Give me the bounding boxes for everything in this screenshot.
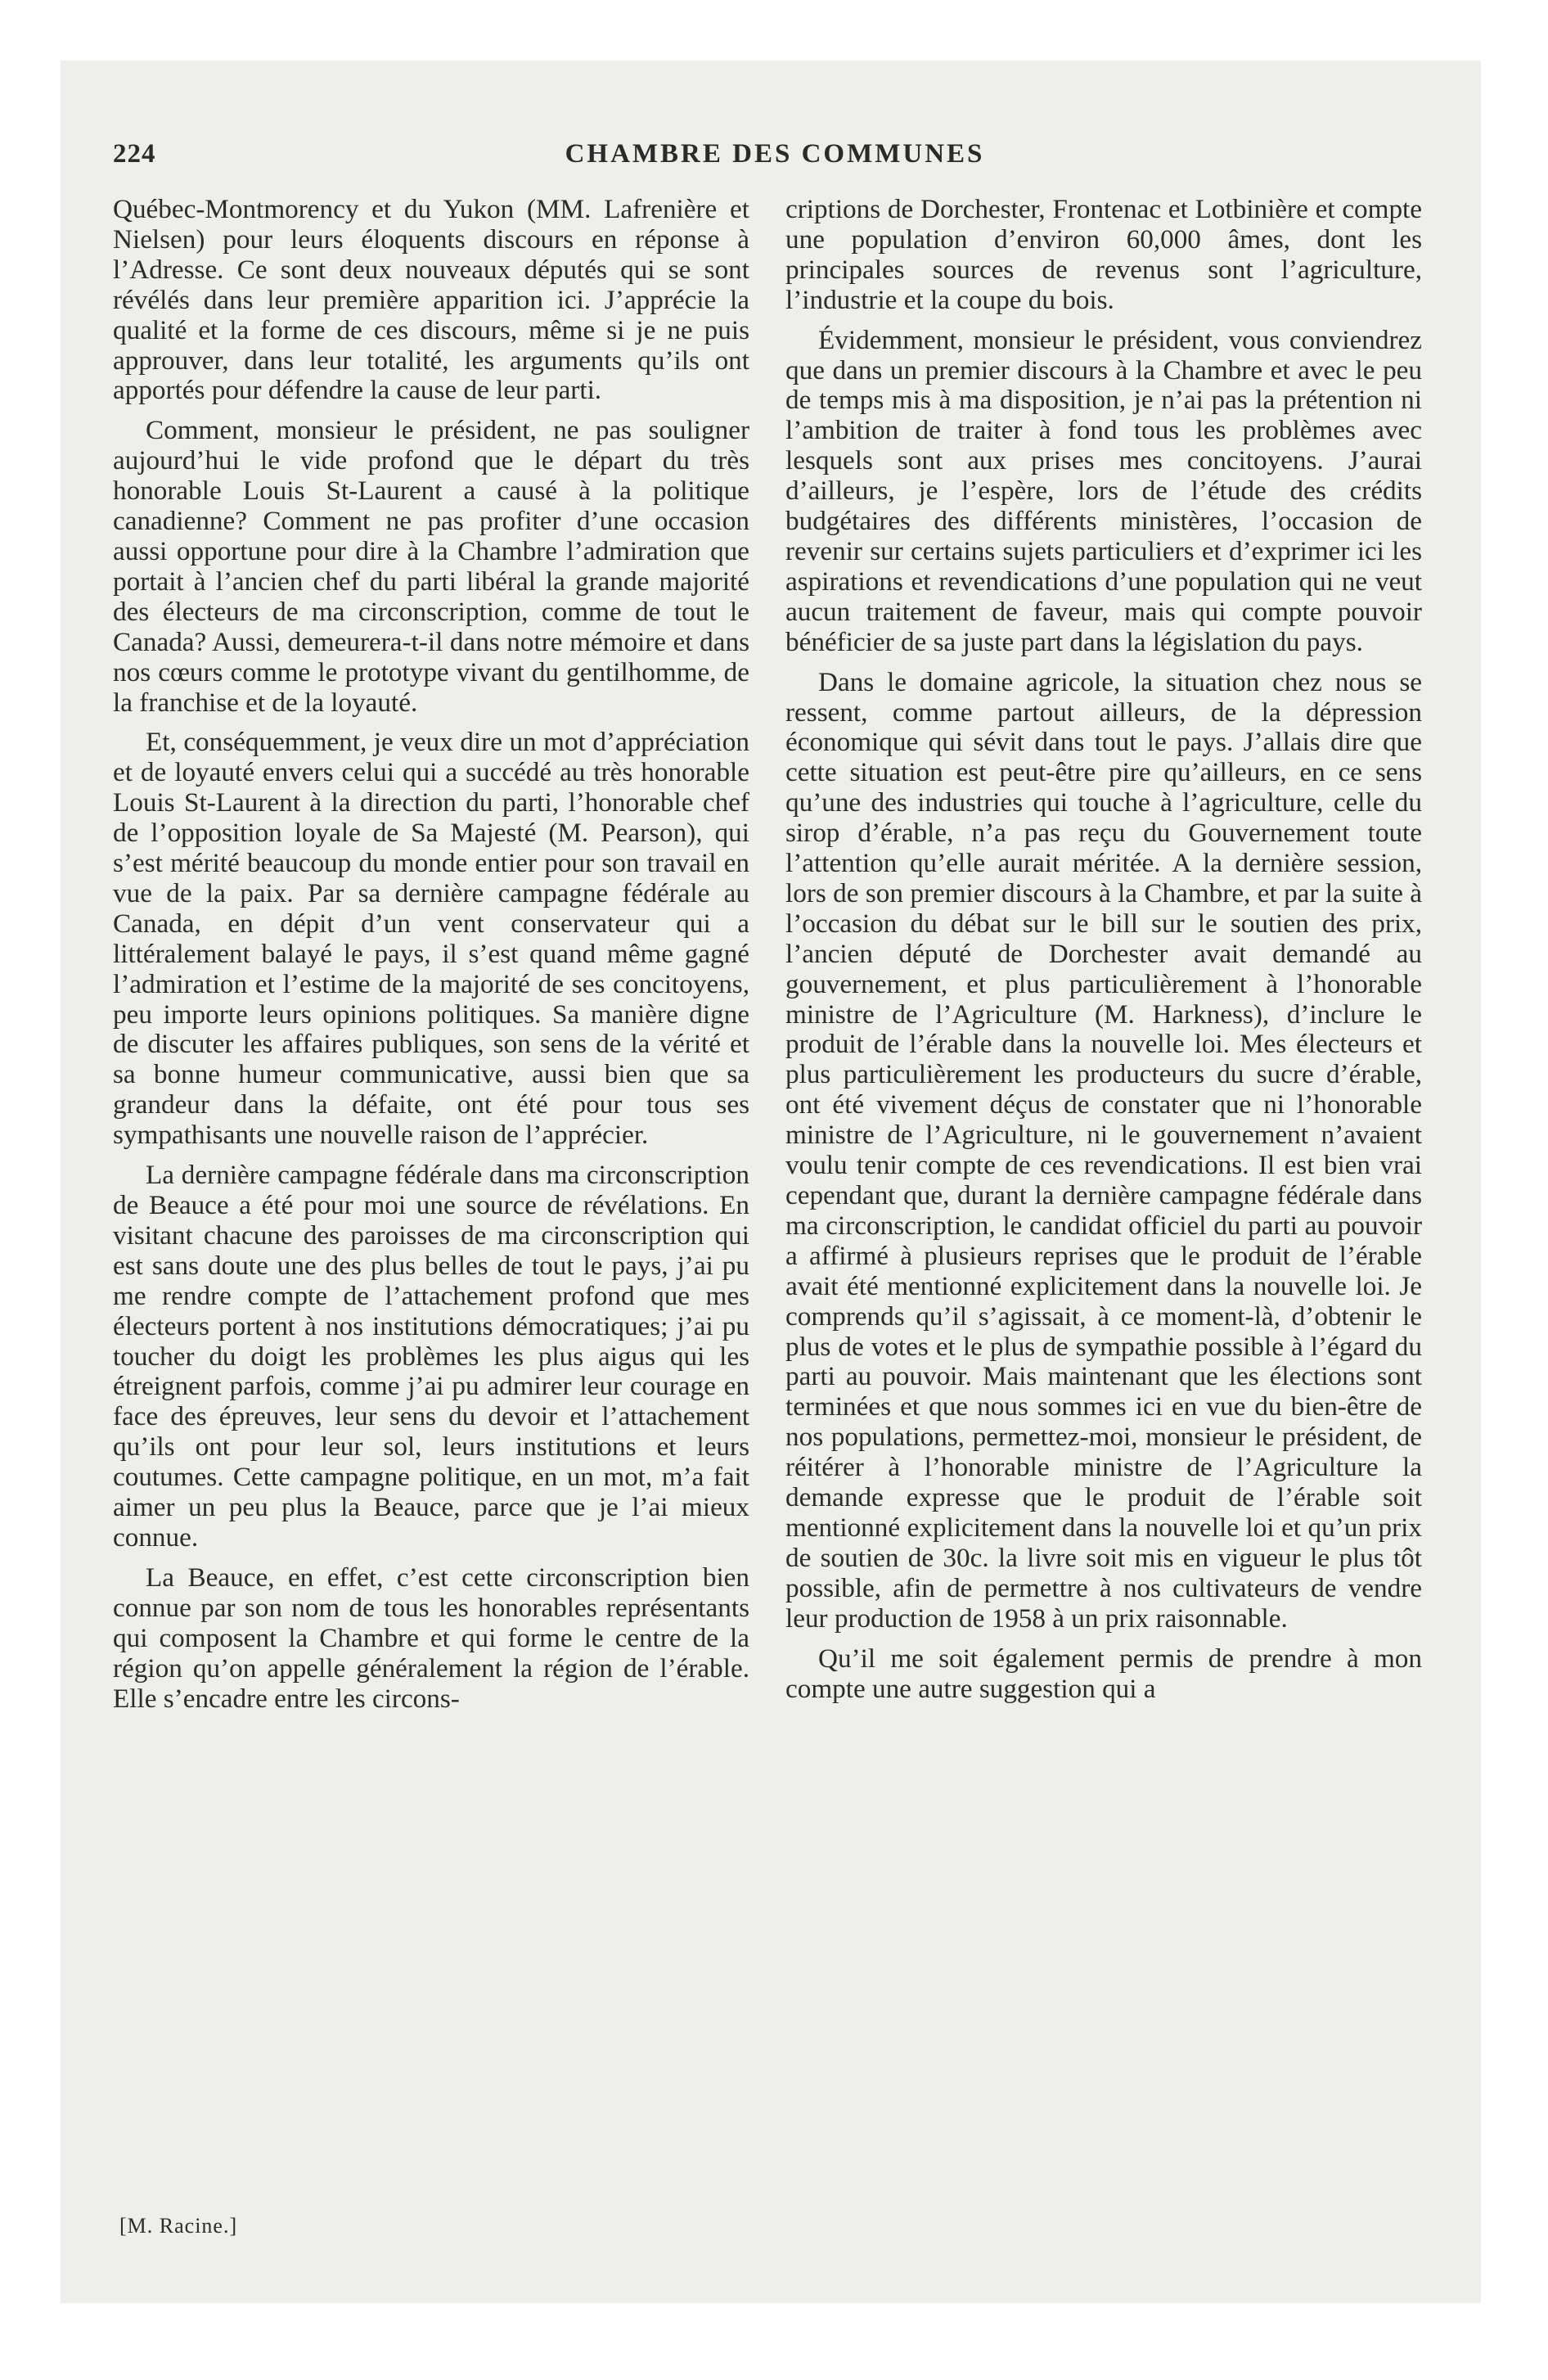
paragraph: Qu’il me soit également permis de prendre à mon compte une autre suggestion qui a xyxy=(785,1643,1422,1704)
page-number: 224 xyxy=(113,139,156,169)
paragraph: Et, conséquemment, je veux dire un mot d’appréciation et de loyauté envers celui qui a succédé au très honorable Louis St-Laurent à la direction du parti, l’honorable chef de l’opposition loyale de Sa Majesté (M. Pearson), qui s’est mérité beaucoup du monde entier pour son travail en vue de la paix. Par sa dernière campagne fédérale au Canada, en dépit d’un vent conservateur qui a littéralement balayé le pays, il s’est quand même gagné l’admiration et l’estime de la majorité de ses concitoyens, peu importe leurs opinions politiques. Sa manière digne de discuter les affaires publiques, son sens de la vérité et sa bonne humeur communicative, aussi bien que sa grandeur dans la défaite, ont été pour tous ses sympathisants une nouvelle raison de l’apprécier. xyxy=(113,727,749,1151)
page-header xyxy=(113,139,1437,172)
paragraph: La Beauce, en effet, c’est cette circonscription bien connue par son nom de tous les honorables représentants qui composent la Chambre et qui forme le centre de la région qu’on appelle généralement la région de l’érable. Elle s’encadre entre les circons- xyxy=(113,1562,749,1714)
running-title: CHAMBRE DES COMMUNES xyxy=(565,139,985,169)
paragraph: Évidemment, monsieur le président, vous conviendrez que dans un premier discours à la Chambre et avec le peu de temps mis à ma disposition, je n’ai pas la prétention ni l’ambition de traiter à fond tous les problèmes avec lesquels sont aux prises mes concitoyens. J’aurai d’ailleurs, je l’espère, lors de l’étude des crédits budgétaires des différents ministères, l’occasion de revenir sur certains sujets particuliers et d’exprimer ici les aspirations et revendications d’une population qui ne veut aucun traitement de faveur, mais qui compte pouvoir bénéficier de sa juste part dans la législation du pays. xyxy=(785,324,1422,657)
paragraph: Comment, monsieur le président, ne pas souligner aujourd’hui le vide profond que le départ du très honorable Louis St-Laurent a causé à la politique canadienne? Comment ne pas profiter d’une occasion aussi opportune pour dire à la Chambre l’admiration que portait à l’ancien chef du parti libéral la grande majorité des électeurs de ma circonscription, comme de tout le Canada? Aussi, demeurera-t-il dans notre mémoire et dans nos cœurs comme le prototype vivant du gentilhomme, de la franchise et de la loyauté. xyxy=(113,415,749,718)
left-column xyxy=(113,195,749,1724)
paragraph: Québec-Montmorency et du Yukon (MM. Lafrenière et Nielsen) pour leurs éloquents discours en réponse à l’Adresse. Ce sont deux nouveaux députés qui se sont révélés dans leur première apparition ici. J’apprécie la qualité et la forme de ces discours, même si je ne puis approuver, dans leur totalité, les arguments qu’ils ont apportés pour défendre la cause de leur parti. xyxy=(113,194,749,406)
paragraph: Dans le domaine agricole, la situation chez nous se ressent, comme partout ailleurs, de la dépression économique qui sévit dans tout le pays. J’allais dire que cette situation est peut-être pire qu’ailleurs, en ce sens qu’une des industries qui touche à l’agriculture, celle du sirop d’érable, n’a pas reçu du Gouvernement toute l’attention qu’elle aurait méritée. A la dernière session, lors de son premier discours à la Chambre, et par la suite à l’occasion du débat sur le bill sur le soutien des prix, l’ancien député de Dorchester avait demandé au gouvernement, et plus particulièrement à l’honorable ministre de l’Agriculture (M. Harkness), d’inclure le produit de l’érable dans la nouvelle loi. Mes électeurs et plus particulièrement les producteurs du sucre d’érable, ont été vivement déçus de constater que ni l’honorable ministre de l’Agriculture, ni le gouvernement n’avaient voulu tenir compte de ces revendications. Il est bien vrai cependant que, durant la dernière campagne fédérale dans ma circonscription, le candidat officiel du parti au pouvoir a affirmé à plusieurs reprises que le produit de l’érable avait été mentionné explicitement dans la nouvelle loi. Je comprends qu’il s’agissait, à ce moment-là, d’obtenir le plus de votes et le plus de sympathie possible à l’égard du parti au pouvoir. Mais maintenant que les élections sont terminées et que nous sommes ici en vue du bien-être de nos populations, permettez-moi, monsieur le président, de réitérer à l’honorable ministre de l’Agriculture la demande expresse que le produit de l’érable soit mentionné explicitement dans la nouvelle loi et qu’un prix de soutien de 30c. la livre soit mis en vigueur le plus tôt possible, afin de permettre à nos cultivateurs de vendre leur production de 1958 à un prix raisonnable. xyxy=(785,666,1422,1634)
paragraph: La dernière campagne fédérale dans ma circonscription de Beauce a été pour moi une source de révélations. En visitant chacune des paroisses de ma circonscription qui est sans doute une des plus belles de tout le pays, j’ai pu me rendre compte de l’attachement profond que mes électeurs portent à nos institutions démocratiques; j’ai pu toucher du doigt les problèmes les plus aigus qui les étreignent parfois, comme j’ai pu admirer leur courage en face des épreuves, leur sens du devoir et l’attachement qu’ils ont pour leur sol, leurs institutions et leurs coutumes. Cette campagne politique, en un mot, m’a fait aimer un peu plus la Beauce, parce que je l’ai mieux connue. xyxy=(113,1160,749,1553)
paragraph: criptions de Dorchester, Frontenac et Lotbinière et compte une population d’environ 60,000 âmes, dont les principales sources de revenus sont l’agriculture, l’industrie et la coupe du bois. xyxy=(785,194,1422,315)
right-column xyxy=(785,195,1422,1714)
speaker-attribution: [M. Racine.] xyxy=(119,2214,238,2238)
